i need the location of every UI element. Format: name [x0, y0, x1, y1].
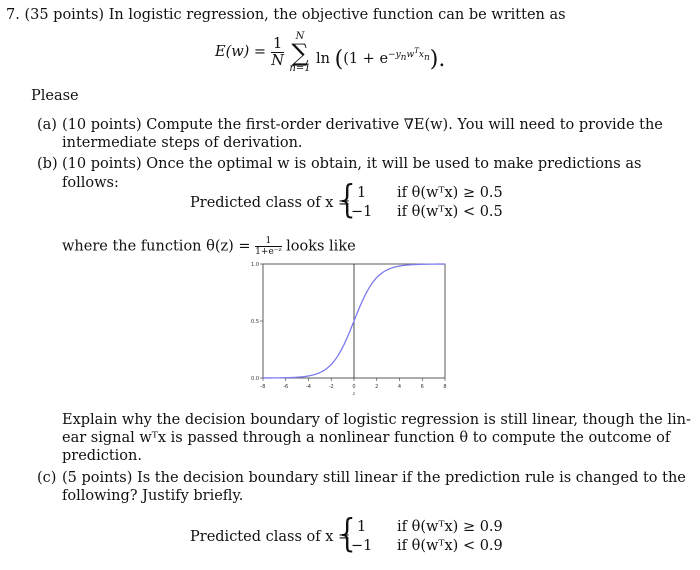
part-a-line1: (10 points) Compute the first-order derivative ∇E(w). You will need to provide the: [62, 117, 663, 133]
objective-fraction: [271, 36, 284, 69]
part-a-line2: intermediate steps of derivation.: [62, 135, 303, 151]
log-symbol: ln: [316, 51, 330, 67]
open-paren: (: [334, 47, 344, 72]
part-c-case2-value: −1: [351, 538, 373, 554]
log-term: [316, 44, 446, 72]
x-tick-label: -2: [328, 384, 334, 390]
objective-lhs: E(w) =: [215, 44, 267, 60]
x-tick-label: -8: [260, 384, 266, 390]
theta-den: 1+e⁻ᶻ: [255, 247, 282, 257]
theta-definition: [62, 236, 356, 257]
part-b-case1-cond: if θ(wᵀx) ≥ 0.5: [397, 185, 503, 201]
theta-num: 1: [255, 236, 281, 247]
problem-heading: [6, 6, 566, 25]
explain-line3: prediction.: [62, 448, 142, 464]
term-open: (1 + e: [343, 51, 389, 67]
part-b-case1-value: 1: [357, 185, 367, 201]
part-c-case1-value: 1: [357, 519, 367, 535]
part-b-label: (b): [37, 156, 58, 172]
explain-line2: ear signal wᵀx is passed through a nonlinear function θ to compute the outcome of: [62, 430, 671, 446]
x-tick-label: -6: [283, 384, 289, 390]
x-tick-label: -4: [306, 384, 311, 390]
exp-xsub: n: [423, 53, 430, 63]
x-tick-label: 6: [420, 384, 424, 390]
part-c-case1-cond: if θ(wᵀx) ≥ 0.9: [397, 519, 503, 535]
sum-upper: N: [295, 31, 305, 42]
part-b-prediction-rule: [190, 177, 510, 225]
sigmoid-plot: [245, 258, 450, 398]
where-prefix: where the function θ(z) =: [62, 238, 251, 255]
where-suffix: looks like: [286, 238, 356, 255]
part-b-case2-value: −1: [351, 204, 373, 220]
part-b-case2-cond: if θ(wᵀx) < 0.5: [397, 204, 503, 220]
sum-lower: n=1: [289, 63, 311, 74]
objective-equation: [215, 28, 475, 83]
please-text: Please: [31, 88, 79, 104]
x-tick-label: 8: [443, 384, 447, 390]
brace-icon: {: [338, 511, 356, 555]
y-tick-label: 0.0: [251, 376, 259, 382]
theta-fraction: [255, 236, 281, 257]
fraction-denominator: N: [271, 53, 284, 69]
x-tick-label: 0: [352, 384, 356, 390]
part-c-label: (c): [37, 470, 57, 486]
part-c-predicted-label: Predicted class of x =: [190, 529, 351, 545]
exp-w: w: [406, 50, 415, 60]
sigmoid-chart: [245, 258, 450, 398]
x-tick-label: 2: [375, 384, 379, 390]
exp-sign: −y: [388, 50, 401, 60]
brace-icon: {: [338, 177, 356, 221]
x-axis-label: z: [352, 391, 356, 397]
problem-number: 7.: [6, 7, 20, 23]
sum-symbol: [287, 32, 313, 74]
part-c-line2: following? Justify briefly.: [62, 488, 244, 504]
close-paren: ).: [429, 47, 446, 72]
sigma-icon: ∑: [291, 39, 309, 67]
problem-intro: (35 points) In logistic regression, the objective function can be written as: [24, 7, 566, 23]
exp-t: T: [414, 47, 419, 55]
y-tick-label: 0.5: [251, 319, 259, 325]
exp-x: x: [418, 50, 424, 60]
explain-line1: Explain why the decision boundary of logistic regression is still linear, though the lin-: [62, 412, 691, 428]
x-tick-label: 4: [397, 384, 402, 390]
part-a-label: (a): [37, 117, 57, 133]
part-b-line1: (10 points) Once the optimal w is obtain, it will be used to make predictions as follows:: [62, 156, 642, 191]
part-c-case2-cond: if θ(wᵀx) < 0.9: [397, 538, 503, 554]
part-b-predicted-label: Predicted class of x =: [190, 195, 351, 211]
part-c-prediction-rule: [190, 511, 510, 559]
y-tick-label: 1.0: [251, 262, 259, 268]
exp-sub: n: [400, 53, 407, 63]
part-c-line1: (5 points) Is the decision boundary still linear if the prediction rule is changed to the: [62, 470, 686, 486]
fraction-numerator: 1: [273, 36, 283, 52]
